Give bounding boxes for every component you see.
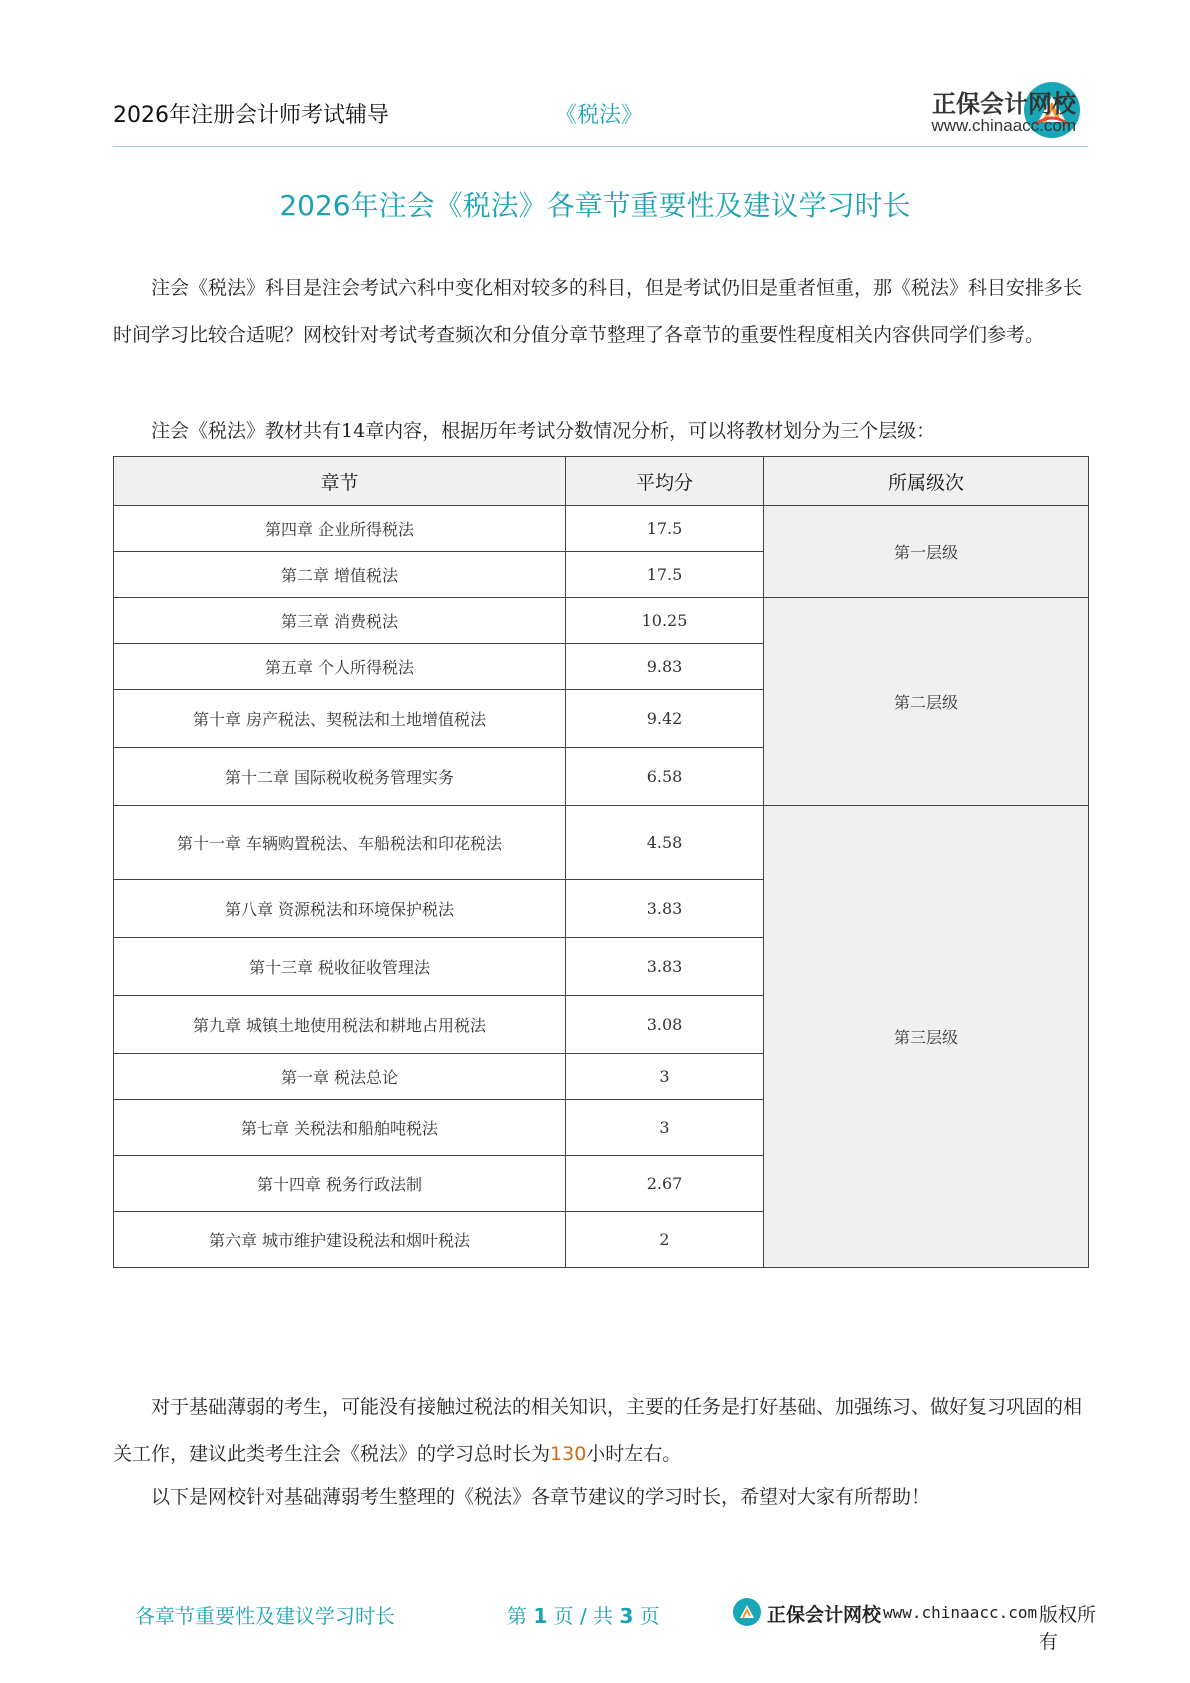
score-cell: 3.83 [566,880,764,938]
score-cell: 17.5 [566,506,764,552]
footer-title: 各章节重要性及建议学习时长 [135,1604,395,1628]
intro-paragraph-1: 注会《税法》科目是注会考试六科中变化相对较多的科目，但是考试仍旧是重者恒重，那《税法》科目安排多长时间学习比较合适呢？网校针对考试考查频次和分值分章节整理了各章节的重要性程度相关内容供同学们参考。 [113,277,1083,346]
score-cell: 9.42 [566,690,764,748]
chapter-cell: 第十章 房产税法、契税法和土地增值税法 [114,690,566,748]
score-cell: 3 [566,1100,764,1156]
page-footer [113,1596,1113,1653]
chapter-cell: 第八章 资源税法和环境保护税法 [114,880,566,938]
page-indicator: 第 1 页 / 共 3 页 [507,1604,660,1628]
table-row [114,806,1089,880]
chapter-cell: 第二章 增值税法 [114,552,566,598]
footer-url: www.chinaacc.com [883,1603,1038,1622]
score-cell: 10.25 [566,598,764,644]
logo-url: www.chinaacc.com [931,116,1076,135]
score-cell: 6.58 [566,748,764,806]
score-cell: 9.83 [566,644,764,690]
course-name: 2026年注册会计师考试辅导 [113,103,389,128]
score-cell: 3 [566,1054,764,1100]
advice-text-before: 对于基础薄弱的考生，可能没有接触过税法的相关知识，主要的任务是打好基础、加强练习、做好复习巩固的相关工作，建议此类考生注会《税法》的学习总时长为 [113,1396,1083,1465]
header-chapter: 章节 [114,457,566,506]
table-row [114,598,1089,644]
chapter-cell: 第四章 企业所得税法 [114,506,566,552]
score-cell: 2.67 [566,1156,764,1212]
page-title: 2026年注会《税法》各章节重要性及建议学习时长 [279,189,911,222]
level-cell: 第三层级 [764,806,1089,1268]
level-cell: 第一层级 [764,506,1089,598]
score-cell: 17.5 [566,552,764,598]
chapter-cell: 第九章 城镇土地使用税法和耕地占用税法 [114,996,566,1054]
score-cell: 4.58 [566,806,764,880]
footer-brand: 正保会计网校 [767,1604,882,1626]
score-cell: 3.83 [566,938,764,996]
total-pages: 3 [619,1604,634,1628]
header-average-score: 平均分 [566,457,764,506]
advice-paragraph [113,1384,1088,1478]
level-cell: 第二层级 [764,598,1089,806]
score-cell: 3.08 [566,996,764,1054]
page-header [113,70,1088,147]
logo-name: 正保会计网校 [932,90,1076,118]
chapter-cell: 第十三章 税收征收管理法 [114,938,566,996]
chapter-score-table [113,456,1089,1268]
header-level: 所属级次 [764,457,1089,506]
chapter-cell: 第六章 城市维护建设税法和烟叶税法 [114,1212,566,1268]
chapter-cell: 第十一章 车辆购置税法、车船税法和印花税法 [114,806,566,880]
chinaacc-logo-icon [733,1598,761,1626]
chapter-cell: 第十二章 国际税收税务管理实务 [114,748,566,806]
chapter-cell: 第一章 税法总论 [114,1054,566,1100]
current-page: 1 [533,1604,548,1628]
table-header-row [114,457,1089,506]
subject-name: 《税法》 [555,103,644,128]
chapter-cell: 第五章 个人所得税法 [114,644,566,690]
chapter-cell: 第七章 关税法和船舶吨税法 [114,1100,566,1156]
chapter-cell: 第三章 消费税法 [114,598,566,644]
table-row [114,506,1089,552]
study-hours: 130 [550,1443,587,1465]
intro-paragraph-2: 注会《税法》教材共有14章内容，根据历年考试分数情况分析，可以将教材划分为三个层级： [151,420,936,442]
score-cell: 2 [566,1212,764,1268]
footer-copyright: 版权所有 [1039,1604,1097,1653]
advice-text-after: 小时左右。 [586,1443,682,1465]
chapter-cell: 第十四章 税务行政法制 [114,1156,566,1212]
closing-paragraph: 以下是网校针对基础薄弱考生整理的《税法》各章节建议的学习时长，希望对大家有所帮助！ [151,1486,931,1508]
